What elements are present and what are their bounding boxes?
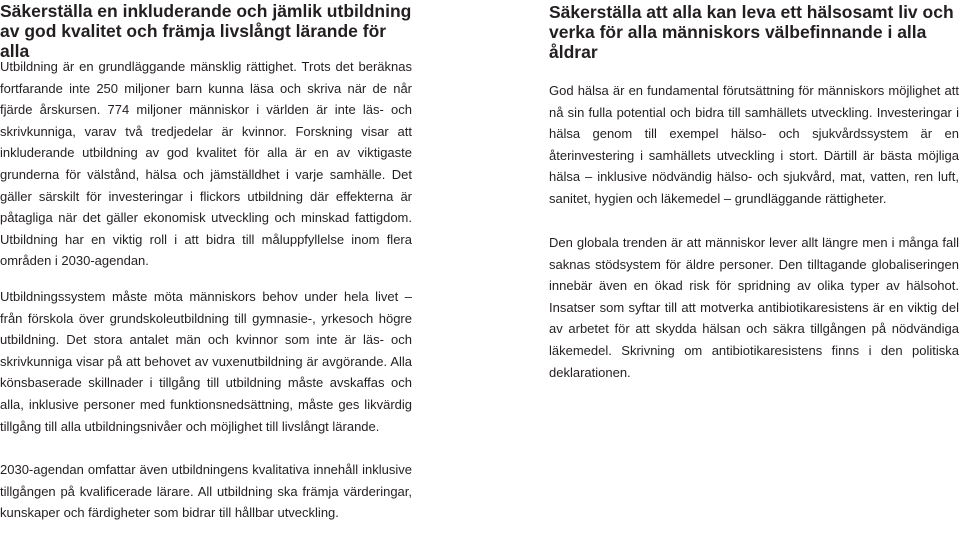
- left-paragraph-2: Utbildningssystem måste möta människors behov under hela livet – från förskola över grundskoleutbildning till gymnasie-, yrkesoch högre utbildning. Det stora antalet män och kvinnor som inte är läs- och skrivkunniga visar på att behovet av vuxenutbildning är avgörande. Alla könsbaserade skillnader i tillgång till utbildning måste avskaffas och alla, inklusive personer med funktionsnedsättning, måste ges likvärdig tillgång till alla utbildningsnivåer och möjlighet till livslångt lärande.: [0, 289, 412, 434]
- left-column: [0, 0, 412, 521]
- left-heading: Säkerställa en inkluderande och jämlik utbildning av god kvalitet och främja livslångt lärande för alla: [0, 1, 412, 61]
- right-heading: Säkerställa att alla kan leva ett hälsosamt liv och verka för alla människors välbefinnande i alla åldrar: [549, 2, 954, 62]
- left-paragraph-3: 2030-agendan omfattar även utbildningens kvalitativa innehåll inklusive tillgången på kvalificerade lärare. All utbildning ska främja värderingar, kunskaper och färdigheter som bidrar till hållbar utveckling.: [0, 462, 412, 521]
- right-column: [549, 0, 959, 380]
- left-paragraph-1: Utbildning är en grundläggande mänsklig rättighet. Trots det beräknas fortfarande inte 250 miljoner barn kunna läsa och skriva när de når fjärde årskursen. 774 miljoner människor i världen är inte läs- och skrivkunniga, varav två tredjedelar är kvinnor. Forskning visar att inkluderande utbildning av god kvalitet för alla är en av viktigaste grunderna för välstånd, hälsa och jämställdhet i varje samhälle. Det gäller särskilt för investeringar i flickors utbildning där effekterna är påtagliga när det gäller ekonomisk utveckling och minskad fattigdom. Utbildning har en viktig roll i att bidra till måluppfyllelse inom flera områden i 2030-agendan.: [0, 59, 412, 269]
- right-paragraph-1: God hälsa är en fundamental förutsättning för människors möjlighet att nå sin fulla potential och bidra till samhällets utveckling. Investeringar i hälsa genom till exempel hälso- och sjukvårdssystem är en återinvestering i samhällets utveckling i stort. Därtill är bästa möjliga hälsa – inklusive nödvändig hälso- och sjukvård, mat, vatten, ren luft, sanitet, hygien och läkemedel – grundläggande rättigheter.: [549, 83, 959, 206]
- right-paragraph-2: Den globala trenden är att människor lever allt längre men i många fall saknas stödsystem för äldre personer. Den tilltagande globaliseringen innebär även en ökad risk för spridning av olika typer av hälsohot. Insatser som syftar till att motverka antibiotikaresistens är en viktig del av arbetet för att skydda hälsan och säkra tillgången på nödvändiga läkemedel. Skrivning om antibiotikaresistens finns i den politiska deklarationen.: [549, 235, 959, 380]
